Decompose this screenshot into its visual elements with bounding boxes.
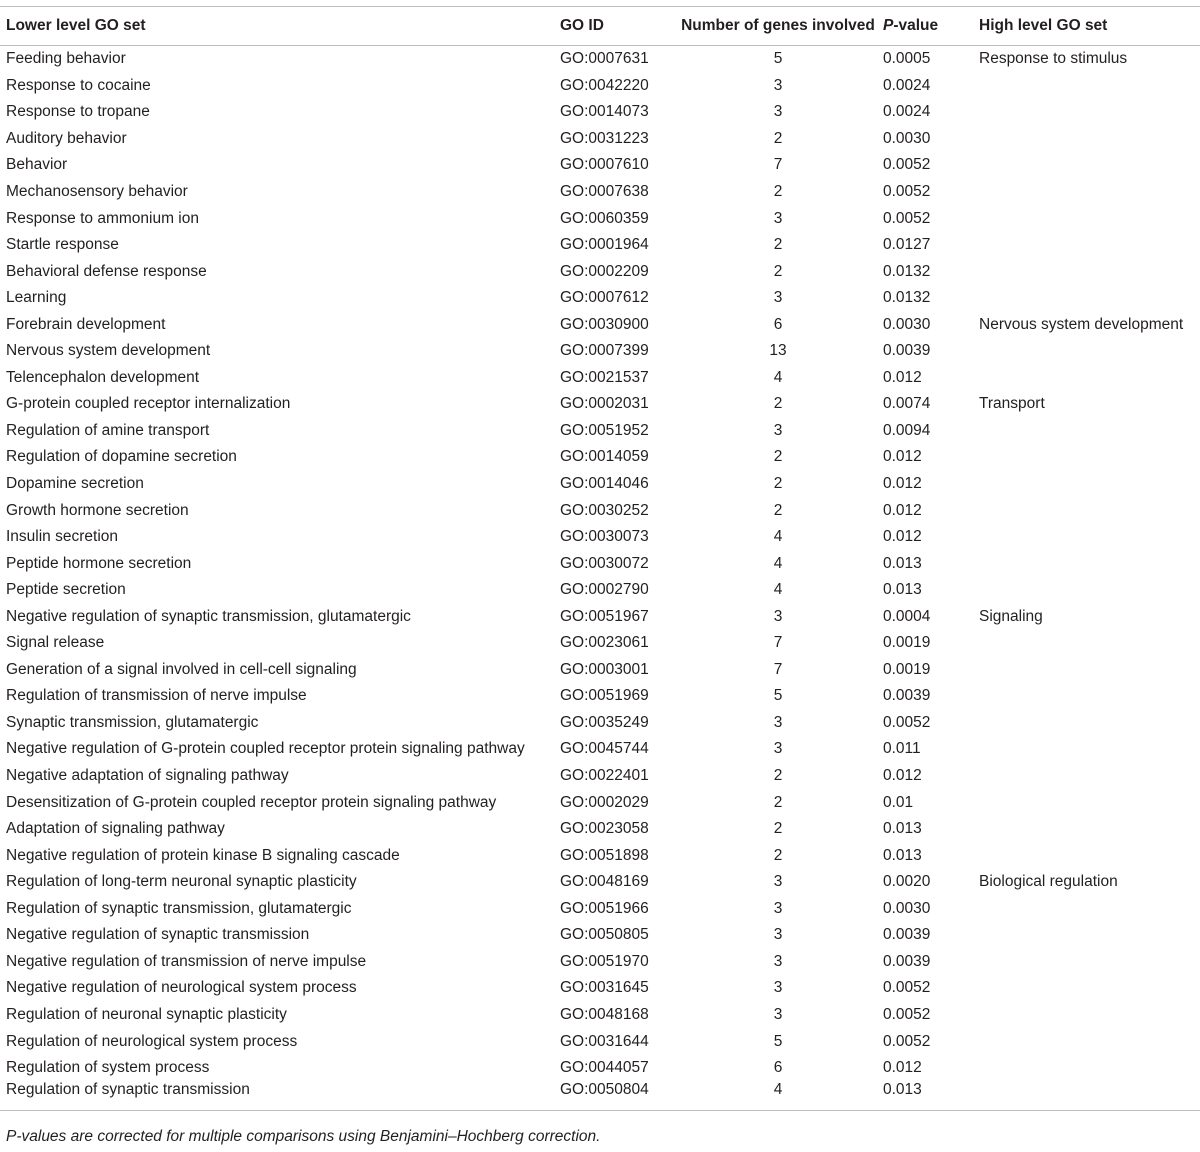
- cell-lower-level-go-set: Behavior: [6, 156, 68, 174]
- cell-number-of-genes: 2: [773, 501, 783, 519]
- cell-go-id: GO:0023058: [560, 820, 649, 838]
- cell-p-value: 0.012: [883, 1059, 922, 1077]
- cell-high-level-go-set: [979, 471, 1200, 498]
- table-row: [0, 179, 1200, 206]
- cell-high-level-go-set: [979, 338, 1200, 365]
- cell-high-level-go-set: [979, 816, 1200, 843]
- cell-lower-level-go-set: Regulation of synaptic transmission, glutamatergic: [6, 899, 352, 917]
- cell-lower-level-go-set: Negative regulation of G-protein coupled receptor protein signaling pathway: [6, 740, 525, 758]
- cell-p-value: 0.0094: [883, 421, 931, 439]
- cell-number-of-genes: 2: [773, 767, 783, 785]
- cell-go-id: GO:0051952: [560, 421, 649, 439]
- cell-go-id: GO:0003001: [560, 660, 649, 678]
- cell-go-id: GO:0007631: [560, 50, 649, 68]
- cell-high-level-go-set: Biological regulation: [979, 873, 1118, 891]
- cell-number-of-genes: 5: [773, 1032, 783, 1050]
- cell-go-id: GO:0051898: [560, 846, 649, 864]
- cell-p-value: 0.0039: [883, 687, 931, 705]
- cell-p-value: 0.0052: [883, 1032, 931, 1050]
- table-row: [0, 1055, 1200, 1082]
- cell-high-level-go-set: [979, 444, 1200, 471]
- table-row: [0, 338, 1200, 365]
- cell-lower-level-go-set: Behavioral defense response: [6, 262, 207, 280]
- table-row: [0, 710, 1200, 737]
- cell-high-level-go-set: [979, 577, 1200, 604]
- table-row: [0, 736, 1200, 763]
- cell-high-level-go-set: [979, 922, 1200, 949]
- table-row: [0, 816, 1200, 843]
- cell-high-level-go-set: [979, 1081, 1200, 1111]
- table-row: [0, 391, 1200, 418]
- table-row: [0, 1081, 1200, 1111]
- cell-number-of-genes: 3: [773, 952, 783, 970]
- cell-high-level-go-set: [979, 152, 1200, 179]
- cell-lower-level-go-set: Insulin secretion: [6, 528, 119, 546]
- table-row: [0, 418, 1200, 445]
- cell-go-id: GO:0031644: [560, 1032, 649, 1050]
- cell-go-id: GO:0001964: [560, 236, 649, 254]
- cell-p-value: 0.0052: [883, 979, 931, 997]
- cell-number-of-genes: 4: [773, 581, 783, 599]
- cell-p-value: 0.0019: [883, 634, 931, 652]
- table-row: [0, 896, 1200, 923]
- table-row: [0, 285, 1200, 312]
- cell-p-value: 0.0030: [883, 315, 931, 333]
- table-row: [0, 1028, 1200, 1055]
- cell-high-level-go-set: [979, 1028, 1200, 1055]
- cell-lower-level-go-set: Negative regulation of transmission of nerve impulse: [6, 952, 367, 970]
- cell-go-id: GO:0048169: [560, 873, 649, 891]
- cell-go-id: GO:0035249: [560, 713, 649, 731]
- cell-go-id: GO:0002029: [560, 793, 649, 811]
- cell-p-value: 0.0132: [883, 289, 931, 307]
- cell-high-level-go-set: Response to stimulus: [979, 50, 1128, 68]
- table-header-row: [0, 7, 1200, 46]
- cell-lower-level-go-set: Regulation of neurological system process: [6, 1032, 298, 1050]
- cell-lower-level-go-set: Regulation of synaptic transmission: [0, 1081, 560, 1111]
- cell-number-of-genes: 13: [769, 342, 787, 360]
- table-row: [0, 550, 1200, 577]
- cell-number-of-genes: 2: [773, 262, 783, 280]
- cell-high-level-go-set: [979, 205, 1200, 232]
- header-p-italic: P: [883, 17, 894, 34]
- cell-go-id: GO:0031223: [560, 129, 649, 147]
- cell-number-of-genes: 2: [773, 395, 783, 413]
- cell-high-level-go-set: [979, 365, 1200, 392]
- cell-number-of-genes: 2: [773, 820, 783, 838]
- header-lower-level-go-set: Lower level GO set: [0, 7, 560, 46]
- cell-go-id: GO:0030072: [560, 554, 649, 572]
- cell-go-id: GO:0044057: [560, 1059, 649, 1077]
- cell-go-id: GO:0051969: [560, 687, 649, 705]
- cell-go-id: GO:0045744: [560, 740, 649, 758]
- cell-high-level-go-set: [979, 949, 1200, 976]
- footnote-text: P-values are corrected for multiple comparisons using Benjamini–Hochberg correction.: [6, 1128, 601, 1145]
- cell-p-value: 0.012: [883, 528, 922, 546]
- cell-lower-level-go-set: Forebrain development: [6, 315, 166, 333]
- cell-lower-level-go-set: Negative adaptation of signaling pathway: [6, 767, 289, 785]
- cell-high-level-go-set: [979, 126, 1200, 153]
- cell-go-id: GO:0007610: [560, 156, 649, 174]
- table-row: [0, 258, 1200, 285]
- cell-go-id: GO:0050805: [560, 926, 649, 944]
- cell-number-of-genes: 3: [773, 103, 783, 121]
- table-row: [0, 497, 1200, 524]
- cell-go-id: GO:0023061: [560, 634, 649, 652]
- cell-number-of-genes: 3: [773, 740, 783, 758]
- cell-lower-level-go-set: Regulation of system process: [6, 1059, 210, 1077]
- cell-number-of-genes: 6: [773, 315, 783, 333]
- cell-go-id: GO:0022401: [560, 767, 649, 785]
- cell-lower-level-go-set: Learning: [6, 289, 67, 307]
- cell-go-id: GO:0051967: [560, 607, 649, 625]
- cell-number-of-genes: 3: [773, 713, 783, 731]
- table-row: [0, 152, 1200, 179]
- cell-lower-level-go-set: Response to ammonium ion: [6, 209, 199, 227]
- cell-p-value: 0.013: [883, 554, 922, 572]
- header-number-of-genes: Number of genes involved: [673, 7, 883, 46]
- table-row: [0, 603, 1200, 630]
- cell-number-of-genes: 6: [773, 1059, 783, 1077]
- cell-p-value: 0.012: [883, 368, 922, 386]
- cell-number-of-genes: 7: [773, 660, 783, 678]
- cell-lower-level-go-set: Mechanosensory behavior: [6, 183, 188, 200]
- cell-lower-level-go-set: Feeding behavior: [6, 50, 126, 68]
- table-row: [0, 524, 1200, 551]
- cell-p-value: 0.0132: [883, 262, 931, 280]
- cell-number-of-genes: 2: [773, 183, 783, 200]
- table-row: [0, 99, 1200, 126]
- cell-lower-level-go-set: Growth hormone secretion: [6, 501, 189, 519]
- cell-high-level-go-set: [979, 418, 1200, 445]
- cell-lower-level-go-set: Negative regulation of synaptic transmission, glutamatergic: [6, 607, 411, 625]
- cell-lower-level-go-set: Response to tropane: [6, 103, 150, 121]
- cell-go-id: GO:0021537: [560, 368, 649, 386]
- cell-p-value: 0.0030: [883, 899, 931, 917]
- cell-p-value: 0.013: [883, 581, 922, 599]
- cell-high-level-go-set: Nervous system development: [979, 315, 1184, 333]
- cell-p-value: 0.012: [883, 475, 922, 493]
- cell-high-level-go-set: [979, 179, 1200, 206]
- table-row: [0, 683, 1200, 710]
- cell-high-level-go-set: [979, 285, 1200, 312]
- cell-go-id: GO:0007399: [560, 342, 649, 360]
- cell-go-id: GO:0014059: [560, 448, 649, 466]
- cell-lower-level-go-set: Signal release: [6, 634, 105, 652]
- cell-high-level-go-set: [979, 763, 1200, 790]
- cell-p-value: 0.0024: [883, 103, 931, 121]
- cell-p-value: 0.0052: [883, 156, 931, 174]
- cell-high-level-go-set: Transport: [979, 395, 1045, 413]
- header-p-suffix: -value: [893, 17, 939, 34]
- cell-number-of-genes: 3: [773, 926, 783, 944]
- cell-lower-level-go-set: Dopamine secretion: [6, 475, 144, 493]
- cell-lower-level-go-set: Telencephalon development: [6, 368, 200, 386]
- cell-lower-level-go-set: Nervous system development: [6, 342, 211, 360]
- cell-go-id: GO:0048168: [560, 1005, 649, 1023]
- cell-lower-level-go-set: Startle response: [6, 236, 119, 254]
- cell-number-of-genes: 3: [773, 873, 783, 891]
- table-row: [0, 763, 1200, 790]
- cell-go-id: GO:0031645: [560, 979, 649, 997]
- cell-lower-level-go-set: Generation of a signal involved in cell-cell signaling: [6, 660, 357, 678]
- cell-lower-level-go-set: Synaptic transmission, glutamatergic: [6, 713, 259, 731]
- cell-lower-level-go-set: G-protein coupled receptor internalization: [6, 395, 291, 413]
- cell-p-value: 0.0052: [883, 713, 931, 731]
- table-row: [0, 73, 1200, 100]
- cell-lower-level-go-set: Peptide hormone secretion: [6, 554, 192, 572]
- cell-go-id: GO:0042220: [560, 76, 649, 94]
- cell-lower-level-go-set: Negative regulation of synaptic transmission: [6, 926, 310, 944]
- table-footnote: [6, 1128, 600, 1146]
- cell-p-value: 0.01: [883, 793, 914, 811]
- table-row: [0, 869, 1200, 896]
- cell-p-value: 0.0052: [883, 209, 931, 227]
- cell-high-level-go-set: [979, 232, 1200, 259]
- header-high-level-go-set: High level GO set: [979, 7, 1200, 46]
- cell-number-of-genes: 3: [773, 1005, 783, 1023]
- cell-number-of-genes: 3: [773, 421, 783, 439]
- table-row: [0, 657, 1200, 684]
- table-row: [0, 311, 1200, 338]
- cell-go-id: GO:0007638: [560, 183, 649, 200]
- cell-lower-level-go-set: Negative regulation of neurological system process: [6, 979, 357, 997]
- table-row: [0, 444, 1200, 471]
- cell-high-level-go-set: Signaling: [979, 607, 1043, 625]
- cell-high-level-go-set: [979, 497, 1200, 524]
- cell-lower-level-go-set: Regulation of neuronal synaptic plasticity: [6, 1005, 287, 1023]
- table-row: [0, 365, 1200, 392]
- cell-number-of-genes: 7: [773, 156, 783, 174]
- cell-p-value: 0.0005: [883, 50, 931, 68]
- cell-p-value: 0.013: [883, 1081, 979, 1111]
- cell-go-id: GO:0030252: [560, 501, 649, 519]
- cell-lower-level-go-set: Negative regulation of protein kinase B signaling cascade: [6, 846, 400, 864]
- cell-p-value: 0.0052: [883, 183, 931, 200]
- header-p-value: [883, 7, 979, 46]
- cell-p-value: 0.0030: [883, 129, 931, 147]
- cell-p-value: 0.0020: [883, 873, 931, 891]
- cell-p-value: 0.011: [883, 740, 921, 758]
- cell-number-of-genes: 5: [773, 687, 783, 705]
- table-row: [0, 789, 1200, 816]
- cell-high-level-go-set: [979, 842, 1200, 869]
- table-row: [0, 949, 1200, 976]
- cell-high-level-go-set: [979, 736, 1200, 763]
- cell-p-value: 0.0024: [883, 76, 931, 94]
- cell-p-value: 0.0074: [883, 395, 931, 413]
- cell-high-level-go-set: [979, 683, 1200, 710]
- table-row: [0, 232, 1200, 259]
- cell-go-id: GO:0002031: [560, 395, 649, 413]
- cell-number-of-genes: 3: [773, 979, 783, 997]
- cell-high-level-go-set: [979, 710, 1200, 737]
- cell-number-of-genes: 3: [773, 209, 783, 227]
- cell-high-level-go-set: [979, 896, 1200, 923]
- cell-lower-level-go-set: Auditory behavior: [6, 129, 127, 147]
- cell-high-level-go-set: [979, 1002, 1200, 1029]
- cell-go-id: GO:0030073: [560, 528, 649, 546]
- cell-high-level-go-set: [979, 550, 1200, 577]
- cell-high-level-go-set: [979, 258, 1200, 285]
- table-row: [0, 922, 1200, 949]
- cell-number-of-genes: 3: [773, 76, 783, 94]
- cell-p-value: 0.0039: [883, 952, 931, 970]
- table-row: [0, 577, 1200, 604]
- cell-number-of-genes: 3: [773, 607, 783, 625]
- cell-go-id: GO:0030900: [560, 315, 649, 333]
- cell-go-id: GO:0051970: [560, 952, 649, 970]
- table-body: [0, 46, 1200, 1111]
- cell-lower-level-go-set: Adaptation of signaling pathway: [6, 820, 225, 838]
- cell-number-of-genes: 4: [673, 1081, 883, 1111]
- cell-high-level-go-set: [979, 73, 1200, 100]
- cell-go-id: GO:0014073: [560, 103, 649, 121]
- table-row: [0, 630, 1200, 657]
- cell-number-of-genes: 4: [773, 368, 783, 386]
- cell-p-value: 0.0019: [883, 660, 931, 678]
- cell-lower-level-go-set: Regulation of long-term neuronal synaptic plasticity: [6, 873, 357, 891]
- cell-number-of-genes: 5: [773, 50, 783, 68]
- table-row: [0, 46, 1200, 73]
- cell-lower-level-go-set: Regulation of amine transport: [6, 421, 210, 439]
- cell-number-of-genes: 2: [773, 236, 783, 254]
- cell-high-level-go-set: [979, 657, 1200, 684]
- table-row: [0, 1002, 1200, 1029]
- cell-high-level-go-set: [979, 1055, 1200, 1082]
- cell-lower-level-go-set: Regulation of transmission of nerve impulse: [6, 687, 307, 705]
- table-row: [0, 126, 1200, 153]
- table-row: [0, 975, 1200, 1002]
- cell-p-value: 0.0052: [883, 1005, 931, 1023]
- table-row: [0, 205, 1200, 232]
- cell-go-id: GO:0002209: [560, 262, 649, 280]
- cell-number-of-genes: 7: [773, 634, 783, 652]
- cell-number-of-genes: 2: [773, 448, 783, 466]
- cell-go-id: GO:0002790: [560, 581, 649, 599]
- cell-go-id: GO:0050804: [560, 1081, 673, 1111]
- cell-p-value: 0.012: [883, 448, 922, 466]
- cell-p-value: 0.013: [883, 820, 922, 838]
- cell-number-of-genes: 3: [773, 289, 783, 307]
- header-go-id: GO ID: [560, 7, 673, 46]
- cell-number-of-genes: 4: [773, 528, 783, 546]
- cell-go-id: GO:0007612: [560, 289, 649, 307]
- table-row: [0, 471, 1200, 498]
- cell-high-level-go-set: [979, 524, 1200, 551]
- cell-number-of-genes: 3: [773, 899, 783, 917]
- cell-p-value: 0.012: [883, 501, 922, 519]
- cell-go-id: GO:0060359: [560, 209, 649, 227]
- cell-p-value: 0.0004: [883, 607, 931, 625]
- cell-go-id: GO:0051966: [560, 899, 649, 917]
- cell-high-level-go-set: [979, 975, 1200, 1002]
- cell-high-level-go-set: [979, 99, 1200, 126]
- cell-lower-level-go-set: Regulation of dopamine secretion: [6, 448, 237, 466]
- cell-p-value: 0.0127: [883, 236, 931, 254]
- cell-high-level-go-set: [979, 630, 1200, 657]
- cell-number-of-genes: 2: [773, 129, 783, 147]
- cell-lower-level-go-set: Peptide secretion: [6, 581, 126, 599]
- cell-go-id: GO:0014046: [560, 475, 649, 493]
- cell-p-value: 0.0039: [883, 926, 931, 944]
- cell-number-of-genes: 2: [773, 793, 783, 811]
- cell-p-value: 0.013: [883, 846, 922, 864]
- cell-lower-level-go-set: Desensitization of G-protein coupled receptor protein signaling pathway: [6, 793, 497, 811]
- cell-number-of-genes: 4: [773, 554, 783, 572]
- table-row: [0, 842, 1200, 869]
- cell-number-of-genes: 2: [773, 475, 783, 493]
- go-enrichment-table: [0, 6, 1200, 1111]
- cell-number-of-genes: 2: [773, 846, 783, 864]
- cell-high-level-go-set: [979, 789, 1200, 816]
- cell-p-value: 0.0039: [883, 342, 931, 360]
- cell-lower-level-go-set: Response to cocaine: [6, 76, 151, 94]
- cell-p-value: 0.012: [883, 767, 922, 785]
